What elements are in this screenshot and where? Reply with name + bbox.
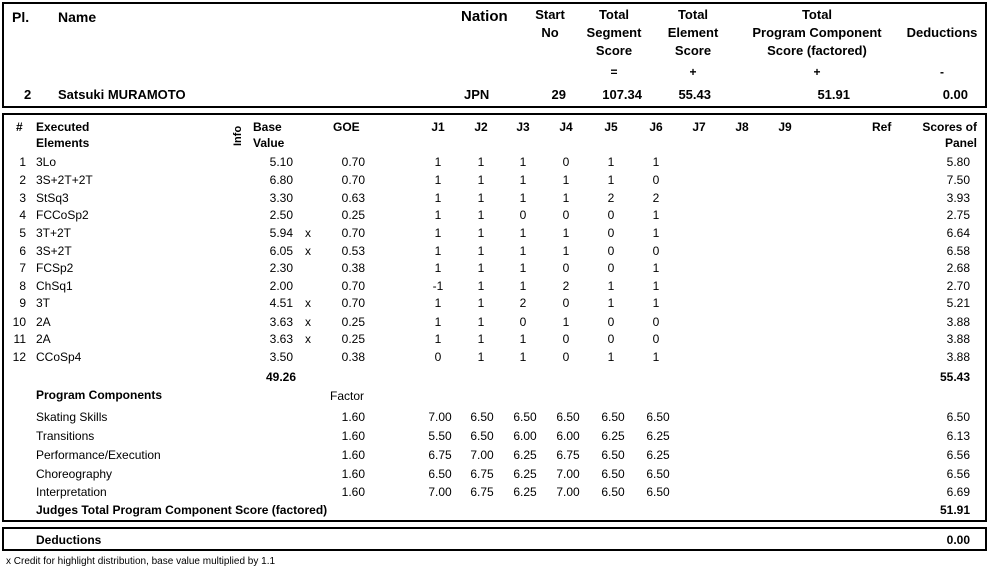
component-judge-4: 6.50 xyxy=(556,410,580,424)
component-judge-2: 6.50 xyxy=(470,429,494,443)
pcs-total: 51.91 xyxy=(939,503,970,517)
element-panel-score: 6.58 xyxy=(946,244,970,258)
element-goe: 0.70 xyxy=(341,226,365,240)
component-judge-6: 6.50 xyxy=(646,467,670,481)
element-base-value: 5.94 xyxy=(269,226,293,240)
element-judge-3: 0 xyxy=(519,208,527,222)
element-judge-4: 1 xyxy=(562,226,570,240)
element-panel-score: 5.21 xyxy=(946,296,970,310)
element-number: 8 xyxy=(19,279,26,293)
element-judge-3: 1 xyxy=(519,261,527,275)
component-panel-score: 6.56 xyxy=(946,448,970,462)
element-number: 7 xyxy=(19,261,26,275)
element-goe: 0.53 xyxy=(341,244,365,258)
element-judge-2: 1 xyxy=(477,155,485,169)
component-judge-6: 6.25 xyxy=(646,429,670,443)
base-value-total: 49.26 xyxy=(265,370,296,384)
component-judge-1: 7.00 xyxy=(428,485,452,499)
judge-header-7: J7 xyxy=(692,120,706,134)
pcs-total-label: Judges Total Program Component Score (factored) xyxy=(36,503,328,517)
element-number: 4 xyxy=(19,208,26,222)
skater-tes: 55.43 xyxy=(678,87,711,102)
component-judge-1: 5.50 xyxy=(428,429,452,443)
component-factor: 1.60 xyxy=(341,429,365,443)
footnote: x Credit for highlight distribution, base value multiplied by 1.1 xyxy=(6,556,276,567)
element-judge-5: 1 xyxy=(607,155,615,169)
element-judge-6: 0 xyxy=(652,332,660,346)
element-panel-score: 2.75 xyxy=(946,208,970,222)
element-judge-3: 1 xyxy=(519,279,527,293)
element-judge-3: 2 xyxy=(519,296,527,310)
element-panel-score: 3.88 xyxy=(946,315,970,329)
component-panel-score: 6.50 xyxy=(946,410,970,424)
element-number: 1 xyxy=(19,155,26,169)
element-judge-5: 0 xyxy=(607,315,615,329)
element-judge-3: 1 xyxy=(519,155,527,169)
component-judge-3: 6.00 xyxy=(513,429,537,443)
element-judge-5: 1 xyxy=(607,173,615,187)
element-panel-score: 5.80 xyxy=(946,155,970,169)
element-judge-1: 1 xyxy=(434,208,442,222)
judge-header-1: J1 xyxy=(431,120,445,134)
element-base-value: 6.80 xyxy=(269,173,293,187)
element-base-value: 4.51 xyxy=(269,296,293,310)
place-header: Pl. xyxy=(12,9,30,25)
element-judge-2: 1 xyxy=(477,315,485,329)
element-judge-6: 1 xyxy=(652,226,660,240)
element-goe: 0.38 xyxy=(341,261,365,275)
element-judge-1: 1 xyxy=(434,244,442,258)
element-name: FCSp2 xyxy=(36,261,74,275)
tes-total: 55.43 xyxy=(939,370,970,384)
element-judge-3: 1 xyxy=(519,226,527,240)
element-number: 11 xyxy=(13,332,26,346)
component-name: Skating Skills xyxy=(36,410,108,424)
element-judge-1: 1 xyxy=(434,315,442,329)
num-header: # xyxy=(16,120,23,134)
element-bonus-marker: x xyxy=(305,332,311,346)
element-name: ChSq1 xyxy=(36,279,73,293)
component-judge-2: 6.75 xyxy=(470,485,494,499)
element-judge-1: 1 xyxy=(434,226,442,240)
element-name: StSq3 xyxy=(36,191,69,205)
deductions-header: Deductions xyxy=(906,25,978,40)
component-panel-score: 6.56 xyxy=(946,467,970,481)
element-number: 6 xyxy=(19,244,26,258)
goe-header: GOE xyxy=(333,120,360,134)
component-factor: 1.60 xyxy=(341,485,365,499)
component-name: Choreography xyxy=(36,467,113,481)
component-judge-6: 6.50 xyxy=(646,410,670,424)
element-judge-3: 1 xyxy=(519,191,527,205)
element-judge-2: 1 xyxy=(477,332,485,346)
element-panel-score: 3.93 xyxy=(946,191,970,205)
element-judge-4: 1 xyxy=(562,315,570,329)
element-panel-score: 6.64 xyxy=(946,226,970,240)
element-base-value: 3.63 xyxy=(269,315,293,329)
skater-nation: JPN xyxy=(464,87,490,102)
deductions-label: Deductions xyxy=(36,533,102,547)
component-judge-2: 6.50 xyxy=(470,410,494,424)
element-judge-4: 0 xyxy=(562,296,570,310)
element-number: 2 xyxy=(19,173,26,187)
element-goe: 0.25 xyxy=(341,208,365,222)
element-goe: 0.38 xyxy=(341,350,365,364)
element-judge-2: 1 xyxy=(477,350,485,364)
element-judge-3: 1 xyxy=(519,350,527,364)
element-judge-4: 0 xyxy=(562,332,570,346)
component-judge-6: 6.50 xyxy=(646,485,670,499)
component-judge-5: 6.50 xyxy=(601,410,625,424)
element-base-value: 6.05 xyxy=(269,244,293,258)
element-name: 3S+2T xyxy=(36,244,72,258)
element-panel-score: 2.68 xyxy=(946,261,970,275)
component-judge-1: 6.50 xyxy=(428,467,452,481)
element-judge-2: 1 xyxy=(477,226,485,240)
nation-header: Nation xyxy=(461,8,508,25)
element-judge-2: 1 xyxy=(477,261,485,275)
deductions-value: 0.00 xyxy=(946,533,970,547)
component-name: Transitions xyxy=(36,429,95,443)
element-judge-1: 0 xyxy=(434,350,442,364)
component-factor: 1.60 xyxy=(341,410,365,424)
component-judge-5: 6.25 xyxy=(601,429,625,443)
executed-elements-header: Executed Elements xyxy=(36,120,90,150)
element-judge-6: 1 xyxy=(652,279,660,293)
component-name: Interpretation xyxy=(36,485,107,499)
skater-name: Satsuki MURAMOTO xyxy=(58,87,186,102)
element-bonus-marker: x xyxy=(305,226,311,240)
element-name: 2A xyxy=(36,332,51,346)
component-judge-3: 6.50 xyxy=(513,410,537,424)
element-base-value: 2.50 xyxy=(269,208,293,222)
element-name: CCoSp4 xyxy=(36,350,82,364)
element-judge-1: 1 xyxy=(434,261,442,275)
skater-tss: 107.34 xyxy=(602,87,642,102)
component-judge-3: 6.25 xyxy=(513,485,537,499)
element-judge-2: 1 xyxy=(477,208,485,222)
component-judge-4: 6.00 xyxy=(556,429,580,443)
component-judge-5: 6.50 xyxy=(601,448,625,462)
element-name: 3T+2T xyxy=(36,226,72,240)
tss-header: Total Segment Score xyxy=(586,7,642,58)
element-name: FCCoSp2 xyxy=(36,208,89,222)
element-number: 5 xyxy=(19,226,26,240)
name-header: Name xyxy=(58,9,97,25)
component-judge-4: 7.00 xyxy=(556,485,580,499)
component-judge-3: 6.25 xyxy=(513,467,537,481)
element-judge-3: 0 xyxy=(519,315,527,329)
element-judge-1: 1 xyxy=(434,332,442,346)
element-judge-5: 2 xyxy=(607,191,615,205)
element-base-value: 3.50 xyxy=(269,350,293,364)
component-factor: 1.60 xyxy=(341,448,365,462)
element-goe: 0.25 xyxy=(341,315,365,329)
judge-header-8: J8 xyxy=(735,120,749,134)
element-judge-6: 0 xyxy=(652,315,660,329)
info-header: Info xyxy=(232,125,244,146)
element-goe: 0.70 xyxy=(341,173,365,187)
element-judge-4: 0 xyxy=(562,208,570,222)
element-judge-6: 0 xyxy=(652,173,660,187)
element-judge-4: 2 xyxy=(562,279,570,293)
component-judge-6: 6.25 xyxy=(646,448,670,462)
element-judge-5: 1 xyxy=(607,350,615,364)
component-judge-2: 7.00 xyxy=(470,448,494,462)
element-name: 2A xyxy=(36,315,51,329)
element-judge-5: 0 xyxy=(607,226,615,240)
element-judge-1: 1 xyxy=(434,155,442,169)
element-goe: 0.63 xyxy=(341,191,365,205)
element-judge-6: 1 xyxy=(652,155,660,169)
element-judge-4: 1 xyxy=(562,244,570,258)
element-judge-1: -1 xyxy=(432,279,444,293)
base-value-header: Base Value xyxy=(253,120,285,150)
element-judge-4: 1 xyxy=(562,191,570,205)
judge-header-2: J2 xyxy=(474,120,488,134)
op-plus-2: + xyxy=(813,65,821,79)
element-number: 10 xyxy=(12,315,26,329)
element-judge-5: 0 xyxy=(607,261,615,275)
element-judge-3: 1 xyxy=(519,244,527,258)
component-judge-5: 6.50 xyxy=(601,485,625,499)
element-judge-5: 0 xyxy=(607,208,615,222)
judge-header-6: J6 xyxy=(649,120,663,134)
element-judge-1: 1 xyxy=(434,191,442,205)
element-panel-score: 3.88 xyxy=(946,350,970,364)
factor-header: Factor xyxy=(330,389,365,403)
tes-header: Total Element Score xyxy=(667,7,719,58)
element-goe: 0.25 xyxy=(341,332,365,346)
element-bonus-marker: x xyxy=(305,315,311,329)
pcs-header: Total Program Component Score (factored) xyxy=(752,7,882,58)
component-panel-score: 6.13 xyxy=(946,429,970,443)
element-judge-2: 1 xyxy=(477,279,485,293)
element-panel-score: 7.50 xyxy=(946,173,970,187)
element-number: 12 xyxy=(12,350,26,364)
element-judge-5: 0 xyxy=(607,244,615,258)
element-base-value: 3.63 xyxy=(269,332,293,346)
element-bonus-marker: x xyxy=(305,296,311,310)
component-judge-2: 6.75 xyxy=(470,467,494,481)
element-judge-1: 1 xyxy=(434,296,442,310)
element-judge-3: 1 xyxy=(519,332,527,346)
element-judge-4: 0 xyxy=(562,350,570,364)
element-judge-1: 1 xyxy=(434,173,442,187)
element-judge-6: 1 xyxy=(652,208,660,222)
element-goe: 0.70 xyxy=(341,296,365,310)
skater-place: 2 xyxy=(24,87,32,102)
component-panel-score: 6.69 xyxy=(946,485,970,499)
element-goe: 0.70 xyxy=(341,279,365,293)
element-judge-6: 2 xyxy=(652,191,660,205)
op-minus: - xyxy=(940,65,944,79)
skater-pcs: 51.91 xyxy=(817,87,850,102)
element-base-value: 2.00 xyxy=(269,279,293,293)
element-judge-5: 0 xyxy=(607,332,615,346)
element-goe: 0.70 xyxy=(341,155,365,169)
element-judge-5: 1 xyxy=(607,296,615,310)
element-judge-6: 1 xyxy=(652,350,660,364)
element-judge-2: 1 xyxy=(477,191,485,205)
element-judge-4: 0 xyxy=(562,155,570,169)
element-name: 3T xyxy=(36,296,51,310)
element-number: 3 xyxy=(19,191,26,205)
component-judge-4: 6.75 xyxy=(556,448,580,462)
op-equals: = xyxy=(610,65,618,79)
component-judge-4: 7.00 xyxy=(556,467,580,481)
element-judge-6: 1 xyxy=(652,296,660,310)
element-judge-2: 1 xyxy=(477,244,485,258)
element-judge-2: 1 xyxy=(477,296,485,310)
skater-start-no: 29 xyxy=(551,87,566,102)
program-components-title: Program Components xyxy=(36,388,163,402)
element-judge-6: 0 xyxy=(652,244,660,258)
judge-header-5: J5 xyxy=(604,120,618,134)
component-judge-1: 7.00 xyxy=(428,410,452,424)
element-judge-4: 1 xyxy=(562,173,570,187)
judge-header-4: J4 xyxy=(559,120,573,134)
element-number: 9 xyxy=(19,296,26,310)
element-base-value: 5.10 xyxy=(269,155,293,169)
element-panel-score: 2.70 xyxy=(946,279,970,293)
component-judge-3: 6.25 xyxy=(513,448,537,462)
component-judge-5: 6.50 xyxy=(601,467,625,481)
element-panel-score: 3.88 xyxy=(946,332,970,346)
element-judge-5: 1 xyxy=(607,279,615,293)
component-factor: 1.60 xyxy=(341,467,365,481)
element-judge-2: 1 xyxy=(477,173,485,187)
element-name: 3Lo xyxy=(36,155,57,169)
element-base-value: 2.30 xyxy=(269,261,293,275)
element-judge-6: 1 xyxy=(652,261,660,275)
deductions-box xyxy=(2,527,987,551)
element-name: 3S+2T+2T xyxy=(36,173,93,187)
scores-of-panel-header: Scores of Panel xyxy=(922,120,977,150)
skater-deductions: 0.00 xyxy=(942,87,968,102)
ref-header: Ref xyxy=(872,120,892,134)
judge-header-3: J3 xyxy=(516,120,530,134)
start-no-header: Start No xyxy=(535,7,565,40)
judge-header-9: J9 xyxy=(778,120,792,134)
element-bonus-marker: x xyxy=(305,244,311,258)
element-base-value: 3.30 xyxy=(269,191,293,205)
element-judge-3: 1 xyxy=(519,173,527,187)
component-name: Performance/Execution xyxy=(36,448,161,462)
element-judge-4: 0 xyxy=(562,261,570,275)
component-judge-1: 6.75 xyxy=(428,448,452,462)
op-plus-1: + xyxy=(689,65,697,79)
